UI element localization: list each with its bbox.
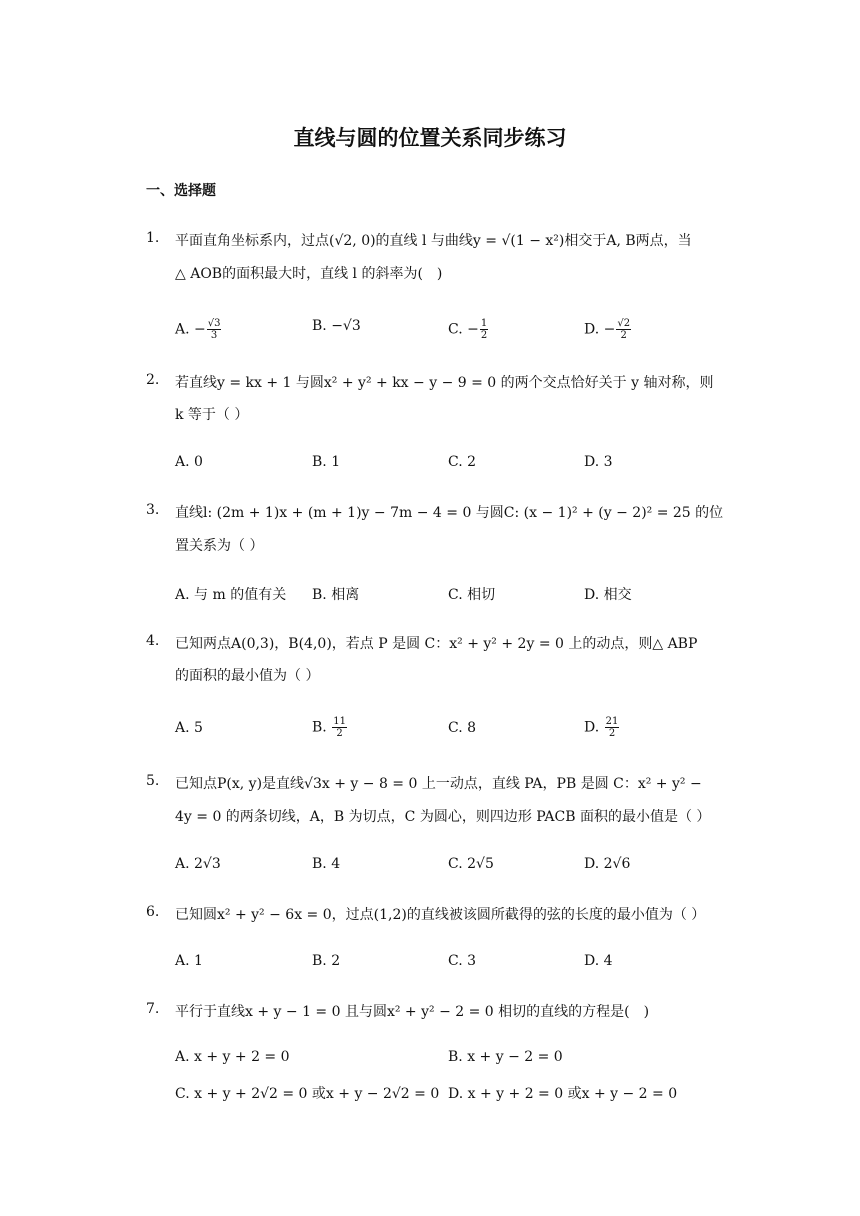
option-d: D. x + y + 2 = 0 或x + y − 2 = 0 [448, 1086, 678, 1102]
fraction: $\frac{√3}{3}$ [207, 318, 221, 341]
fraction: $\frac{√2}{2}$ [617, 318, 631, 341]
page-title: 直线与圆的位置关系同步练习 [293, 126, 567, 150]
option-c: C. 2 [448, 454, 477, 470]
option-c: C. 8 [448, 720, 477, 736]
option-c: C. x + y + 2√2 = 0 或x + y − 2√2 = 0 [175, 1086, 440, 1102]
option-d: D. 相交 [584, 587, 632, 603]
option-b: B. 4 [312, 856, 341, 872]
option-d: D. 2√6 [584, 856, 631, 872]
fraction: $\frac{11}{2}$ [333, 716, 346, 739]
question-text: 置关系为（ ） [175, 538, 264, 554]
option-c: C. 2√5 [448, 856, 494, 872]
fraction: $\frac{1}{2}$ [480, 318, 488, 341]
question-text: 已知点P(x, y)是直线√3x + y − 8 = 0 上一动点，直线 PA，PB 是圆 C：x² + y² − [175, 776, 702, 792]
question-number: 5. [146, 773, 160, 789]
option-b: B. 2 [312, 953, 341, 969]
option-a: A. 与 m 的值有关 [175, 587, 287, 603]
section-heading: 一、选择题 [146, 183, 216, 199]
question-text: 已知两点A(0,3)，B(4,0)，若点 P 是圆 C：x² + y² + 2y = 0 上的动点，则△ ABP [175, 636, 698, 652]
fraction: $\frac{21}{2}$ [605, 716, 619, 739]
option-d: D. 3 [584, 454, 613, 470]
question-number: 7. [146, 1001, 160, 1017]
option-d: D. $\frac{21}{2}$ [584, 716, 619, 739]
option-a: A. 5 [175, 720, 203, 736]
option-c: C. 3 [448, 953, 477, 969]
option-b: B. 1 [312, 454, 341, 470]
question-text: 的面积的最小值为（ ） [175, 668, 320, 684]
question-text: 已知圆x² + y² − 6x = 0，过点(1,2)的直线被该圆所截得的弦的长度的最小值为（ ） [175, 907, 706, 923]
option-a: A. − $\frac{√3}{3}$ [175, 318, 221, 341]
question-text: k 等于（ ） [175, 407, 249, 423]
option-a: A. x + y + 2 = 0 [175, 1049, 290, 1065]
option-b: B. −√3 [312, 318, 361, 334]
question-number: 3. [146, 502, 160, 518]
question-number: 4. [146, 633, 160, 649]
option-b: B. x + y − 2 = 0 [448, 1049, 563, 1065]
option-a: A. 0 [175, 454, 203, 470]
question-number: 6. [146, 904, 160, 920]
question-text: 若直线y = kx + 1 与圆x² + y² + kx − y − 9 = 0 的两个交点恰好关于 y 轴对称，则 [175, 375, 714, 391]
option-c: C. − $\frac{1}{2}$ [448, 318, 488, 341]
option-d: D. 4 [584, 953, 613, 969]
option-c: C. 相切 [448, 587, 496, 603]
question-text: 平行于直线x + y − 1 = 0 且与圆x² + y² − 2 = 0 相切的直线的方程是( ) [175, 1004, 650, 1020]
option-a: A. 1 [175, 953, 203, 969]
option-d: D. − $\frac{√2}{2}$ [584, 318, 631, 341]
question-text: 直线l: (2m + 1)x + (m + 1)y − 7m − 4 = 0 与圆C: (x − 1)² + (y − 2)² = 25 的位 [175, 505, 724, 521]
question-number: 1. [146, 230, 160, 246]
option-b: B. 相离 [312, 587, 360, 603]
question-text: △ AOB的面积最大时，直线 l 的斜率为( ) [175, 266, 443, 282]
option-a: A. 2√3 [175, 856, 221, 872]
question-text: 4y = 0 的两条切线，A，B 为切点，C 为圆心，则四边形 PACB 面积的最小值是（ ） [175, 809, 711, 825]
question-number: 2. [146, 372, 160, 388]
question-text: 平面直角坐标系内，过点(√2, 0)的直线 l 与曲线y = √(1 − x²)相交于A, B两点，当 [175, 233, 692, 249]
option-b: B. $\frac{11}{2}$ [312, 716, 346, 739]
